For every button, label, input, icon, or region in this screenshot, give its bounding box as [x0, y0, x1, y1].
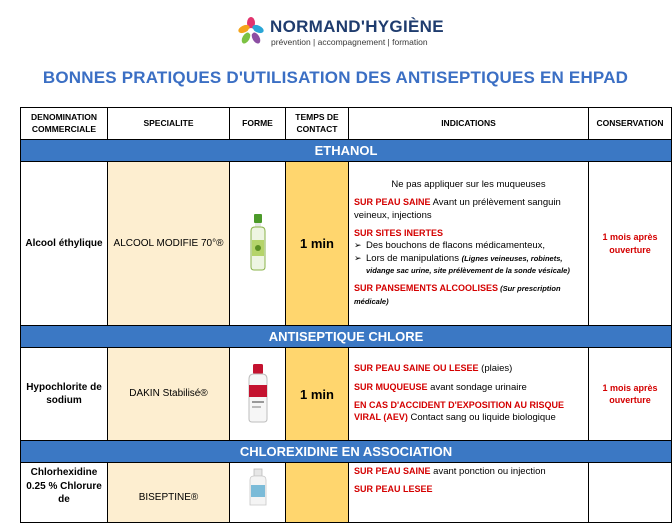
table-row [21, 162, 672, 326]
biseptine-bottle-icon [247, 469, 269, 505]
header [0, 0, 671, 62]
indication-text: Avant un prélèvement sanguin veineux, injections [354, 197, 561, 221]
contact-time: 1 min [286, 348, 349, 441]
indication-text: (plaies) [478, 363, 513, 375]
page-title: BONNES PRATIQUES D'UTILISATION DES ANTISEPTIQUES EN EHPAD [42, 68, 629, 87]
product-specialite: BISEPTINE® [108, 463, 230, 523]
col-header-denomination: DENOMINATION COMMERCIALE [21, 108, 108, 140]
product-name: Chlorhexidine 0.25 % Chlorure de [21, 463, 108, 523]
indication-text: avant ponction ou injection [430, 466, 546, 477]
col-header-specialite: SPECIALITE [108, 108, 230, 140]
col-header-forme: FORME [230, 108, 286, 140]
indication-heading: SUR PEAU SAINE OU LESEE [354, 363, 479, 374]
indication-heading: SUR MUQUEUSE [354, 381, 428, 392]
indication-text: Contact sang ou liquide biologique [407, 412, 556, 424]
table-row [21, 463, 672, 523]
section-title: ETHANOL [21, 140, 672, 162]
alcohol-bottle-icon [247, 213, 269, 271]
section-row-chlore [21, 326, 672, 348]
indication-note: Ne pas appliquer sur les muqueuses [391, 178, 546, 190]
conservation-value: 1 mois après ouverture [589, 162, 672, 326]
col-header-conservation: CONSERVATION [589, 108, 672, 140]
product-name: Hypochlorite de sodium [21, 348, 108, 441]
dakin-bottle-icon [246, 363, 270, 423]
section-row-chlorexidine [21, 441, 672, 463]
col-header-temps: TEMPS DE CONTACT [286, 108, 349, 140]
indication-heading: SUR PEAU LESEE [354, 484, 433, 495]
table-row [21, 348, 672, 441]
product-specialite: DAKIN Stabilisé® [108, 348, 230, 441]
indication-heading: SUR PEAU SAINE [354, 466, 431, 476]
brand-name: NORMAND'HYGIÈNE [270, 17, 444, 36]
contact-time: 1 min [286, 162, 349, 326]
section-title: CHLOREXIDINE EN ASSOCIATION [21, 441, 672, 463]
indication-heading: SUR PEAU SAINE [354, 197, 431, 208]
antiseptics-table [20, 107, 672, 523]
flower-logo-icon [238, 16, 264, 46]
product-specialite: ALCOOL MODIFIE 70°® [108, 162, 230, 326]
indication-heading: EN CAS D'ACCIDENT D'EXPOSITION AU RISQUE VIRAL (AEV) [354, 400, 564, 423]
list-item: ➢ Des bouchons de flacons médicamenteux, [354, 240, 583, 252]
indications: Ne pas appliquer sur les muqueuses SUR PEAU SAINE Avant un prélèvement sanguin veineux, injections SUR SITES INERTES ➢ Des bouchons de flacons médicamenteux, ➢ Lors de manipulations (Lignes veineuses, robinets, vidange sac urine, site prélèvement de la sonde vésicale) SUR PANSEMENTS ALCOOLISES (Sur prescription médicale) [349, 162, 589, 326]
conservation-value: 1 mois après ouverture [589, 348, 672, 441]
indications [349, 463, 589, 523]
section-title: ANTISEPTIQUE CHLORE [21, 326, 672, 348]
col-header-indications: INDICATIONS [349, 108, 589, 140]
product-name: Alcool éthylique [21, 162, 108, 326]
brand-tagline: prévention | accompagnement | formation [271, 37, 428, 47]
list-item: ➢ Lors de manipulations (Lignes veineuses, robinets, vidange sac urine, site prélèvement de la sonde vésicale) [354, 253, 583, 278]
section-row-ethanol [21, 140, 672, 162]
indication-heading: SUR SITES INERTES [354, 227, 444, 238]
indications [349, 348, 589, 441]
table-header-row [21, 108, 672, 140]
indication-text: avant sondage urinaire [427, 381, 527, 393]
indication-heading: SUR PANSEMENTS ALCOOLISES [354, 283, 499, 294]
